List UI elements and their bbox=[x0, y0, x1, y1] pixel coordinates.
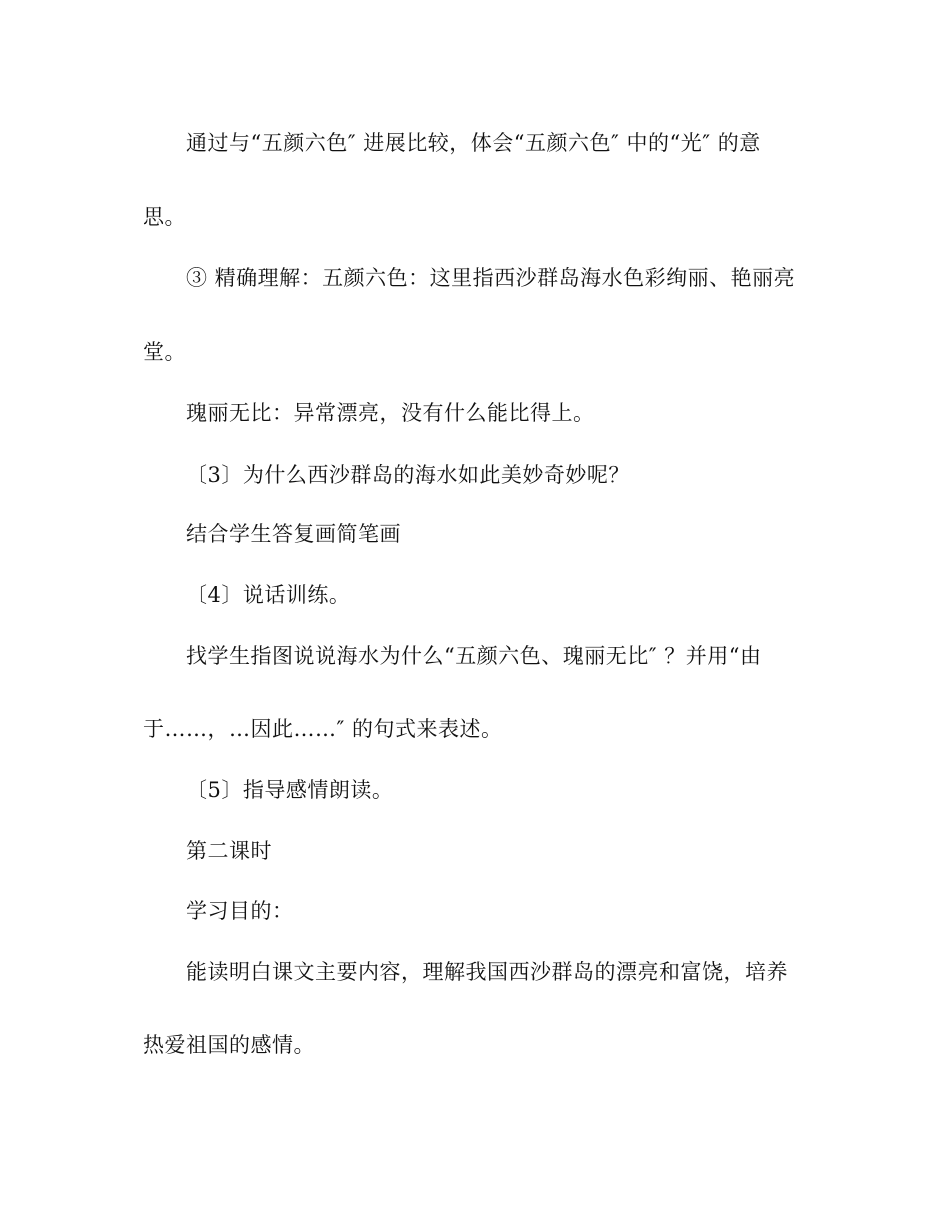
paragraph-line: ③ 精确理解：五颜六色：这里指西沙群岛海水色彩绚丽、艳丽亮 bbox=[186, 266, 796, 290]
section-heading: 第二课时 bbox=[186, 839, 272, 863]
paragraph-line: 通过与“五颜六色″ 进展比较，体会“五颜六色″ 中的“光″ 的意 bbox=[186, 131, 761, 155]
paragraph-line: 思。 bbox=[143, 205, 186, 229]
paragraph-line: 于……，…因此……″ 的句式来表述。 bbox=[143, 717, 503, 741]
paragraph-line: 〔5〕指导感情朗读。 bbox=[186, 778, 394, 802]
paragraph-line: 学习目的： bbox=[186, 899, 294, 923]
paragraph-line: 瑰丽无比：异常漂亮，没有什么能比得上。 bbox=[186, 401, 595, 425]
paragraph-line: 热爱祖国的感情。 bbox=[143, 1033, 315, 1057]
paragraph-line: 〔4〕说话训练。 bbox=[186, 583, 351, 607]
paragraph-line: 堂。 bbox=[143, 340, 186, 364]
paragraph-line: 找学生指图说说海水为什么“五颜六色、瑰丽无比″ ？并用“由 bbox=[186, 644, 762, 668]
paragraph-line: 〔3〕为什么西沙群岛的海水如此美妙奇妙呢？ bbox=[186, 463, 630, 487]
paragraph-line: 结合学生答复画简笔画 bbox=[186, 522, 401, 546]
paragraph-line: 能读明白课文主要内容，理解我国西沙群岛的漂亮和富饶，培养 bbox=[186, 960, 788, 984]
